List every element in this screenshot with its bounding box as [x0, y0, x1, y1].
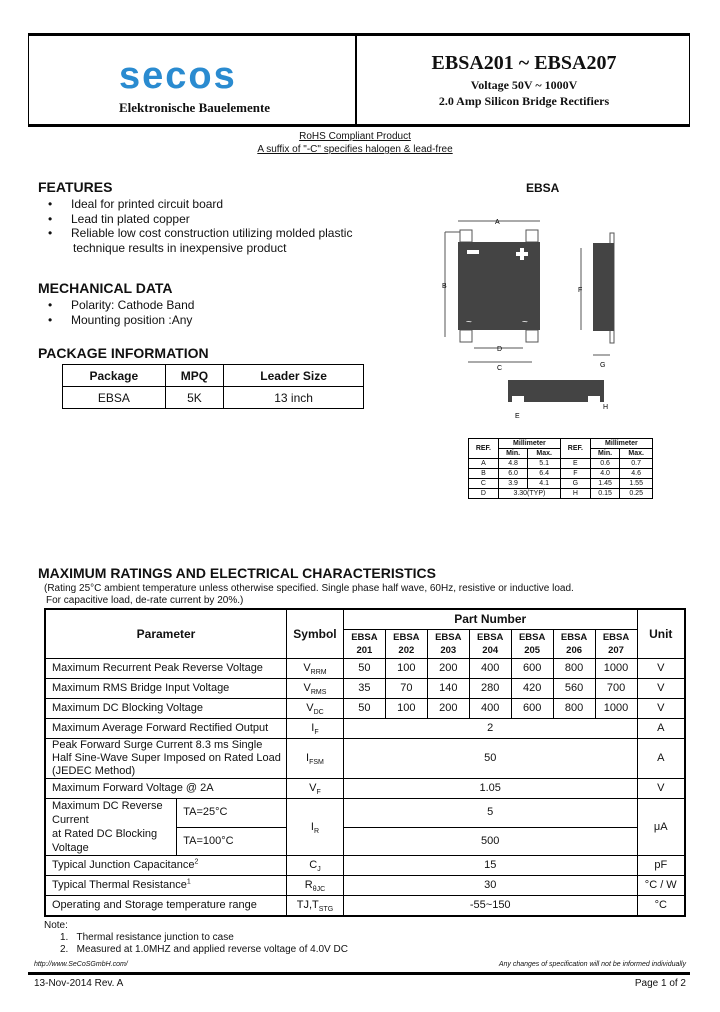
col-mpq: MPQ — [165, 365, 224, 387]
ratings-note: (Rating 25°C ambient temperature unless otherwise specified. Single phase half wave, 60Hz, resistive or inductive load. — [44, 583, 574, 594]
voltage-range: Voltage 50V ~ 1000V — [470, 78, 578, 92]
dim-c: C — [497, 365, 503, 372]
rohs-line: RoHS Compliant Product — [299, 131, 411, 142]
dim-a: A — [495, 219, 500, 226]
ac-tilde-icon: ~ — [522, 317, 528, 328]
dim-b: B — [442, 283, 447, 290]
halogen-free-line: A suffix of "-C" specifies halogen & lead-free — [257, 144, 453, 155]
ac-tilde-icon: ~ — [466, 317, 472, 328]
dim-h: H — [603, 404, 609, 411]
row-if: Maximum Average Forward Rectified Output $I_F$ 2 A — [45, 719, 685, 739]
feature-item: • Lead tin plated copper — [48, 212, 190, 226]
col-part-number: Part Number — [343, 609, 637, 630]
col-unit: Unit — [637, 609, 685, 659]
col-parameter: Parameter — [45, 609, 287, 659]
notes-block — [44, 920, 348, 956]
dim-f: F — [578, 287, 583, 294]
drawing-label: EBSA — [526, 181, 560, 195]
package-heading: PACKAGE INFORMATION — [38, 345, 209, 361]
feature-item: • Ideal for printed circuit board — [48, 197, 223, 211]
footer-rule — [28, 972, 690, 975]
col-symbol: Symbol — [287, 609, 344, 659]
row-ifsm: Peak Forward Surge Current 8.3 ms Single Half Sine-Wave Super Imposed on Rated Load (JEDEC Method) $I_{FSM}$ 50 A — [45, 739, 685, 779]
dim-row: B 6.0 6.4 F 4.0 4.6 — [469, 469, 653, 479]
dim-row: D 3.30(TYP) H 0.15 0.25 — [469, 489, 653, 499]
ratings-note: For capacitive load, de-rate current by 20%.) — [46, 595, 244, 606]
row-vrms: Maximum RMS Bridge Input Voltage $V_{RMS}$ 35 70 140 280 420 560 700 V — [45, 679, 685, 699]
mechanical-item: • Polarity: Cathode Band — [48, 298, 194, 312]
dimension-table: REF. Millimeter REF. Millimeter Min. Max. Min. Max. A 4.8 5.1 E 0.6 0.7 B 6.0 6.4 F 4.0 4.6 C 3.9 4.1 G 1.45 1.55 D 3.30(TYP) H 0.15 0.25 — [468, 438, 653, 499]
page-number: Page 1 of 2 — [634, 978, 686, 989]
part-column-header: EBSA 204 — [469, 630, 511, 659]
col-package: Package — [63, 365, 166, 387]
feature-item: • Reliable low cost construction utilizing molded plastic — [48, 226, 352, 240]
mechanical-heading: MECHANICAL DATA — [38, 280, 173, 296]
header-box — [28, 33, 690, 127]
col-leader-size: Leader Size — [224, 365, 364, 387]
dim-d: D — [497, 346, 503, 353]
part-column-header: EBSA 207 — [595, 630, 637, 659]
bridge-body-side — [593, 243, 614, 331]
product-description: 2.0 Amp Silicon Bridge Rectifiers — [438, 94, 610, 108]
ratings-table — [44, 608, 686, 917]
mpq-value: 5K — [165, 387, 224, 409]
part-range-title: EBSA201 ~ EBSA207 — [431, 52, 617, 74]
footer-date: 13-Nov-2014 Rev. A — [34, 978, 124, 989]
logo-subtitle: Elektronische Bauelemente — [119, 100, 271, 115]
package-value: EBSA — [63, 387, 166, 409]
row-rth: Typical Thermal Resistance$^1$ $R_{\theta JC}$ 30 °C / W — [45, 876, 685, 896]
feature-item-continued: technique results in inexpensive product — [73, 241, 287, 255]
dim-row: A 4.8 5.1 E 0.6 0.7 — [469, 459, 653, 469]
row-vrrm: Maximum Recurrent Peak Reverse Voltage $V_{RRM}$ 50 100 200 400 600 800 1000 V — [45, 659, 685, 679]
note-item: 2. Measured at 1.0MHZ and applied reverse voltage of 4.0V DC — [60, 944, 348, 955]
row-cj: Typical Junction Capacitance$^2$ $C_J$ 15 pF — [45, 856, 685, 876]
secos-logo: secos — [119, 55, 237, 97]
minus-icon — [467, 250, 479, 254]
footer-disclaimer: Any changes of specification will not be informed individually — [498, 961, 686, 968]
leader-size-value: 13 inch — [224, 387, 364, 409]
part-column-header: EBSA 205 — [511, 630, 553, 659]
package-table — [62, 364, 364, 409]
footer-url[interactable]: http://www.SeCoSGmbH.com/ — [34, 961, 128, 968]
ratings-heading: MAXIMUM RATINGS AND ELECTRICAL CHARACTERISTICS — [38, 565, 436, 581]
package-outline-drawing — [400, 210, 690, 435]
row-vf: Maximum Forward Voltage @ 2A $V_F$ 1.05 V — [45, 779, 685, 799]
notes-title: Note: — [44, 920, 68, 931]
row-ir-100: TA=100°C 500 — [45, 827, 685, 856]
dim-row: C 3.9 4.1 G 1.45 1.55 — [469, 479, 653, 489]
mechanical-item: • Mounting position :Any — [48, 313, 192, 327]
part-column-header: EBSA 201 — [343, 630, 385, 659]
dim-e: E — [515, 413, 520, 420]
dim-g: G — [600, 362, 606, 369]
row-vdc: Maximum DC Blocking Voltage $V_{DC}$ 50 100 200 400 600 800 1000 V — [45, 699, 685, 719]
part-column-header: EBSA 202 — [385, 630, 427, 659]
features-heading: FEATURES — [38, 179, 113, 195]
row-ir: Maximum DC Reverse Current at Rated DC Blocking Voltage TA=25°C $I_R$ 5 μA — [45, 799, 685, 828]
note-item: 1. Thermal resistance junction to case — [60, 932, 234, 943]
row-tj: Operating and Storage temperature range $TJ,T_{STG}$ -55~150 °C — [45, 896, 685, 917]
part-column-header: EBSA 203 — [427, 630, 469, 659]
part-column-header: EBSA 206 — [553, 630, 595, 659]
